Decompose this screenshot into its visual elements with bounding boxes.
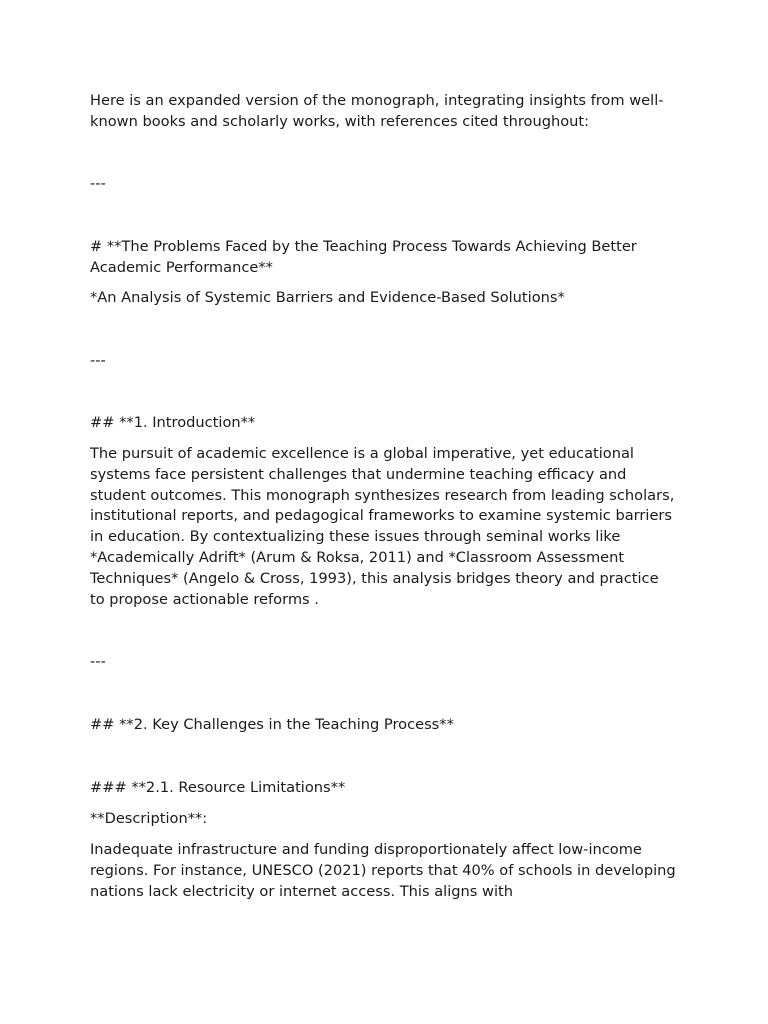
document-title: # **The Problems Faced by the Teaching Process Towards Achieving Better Academic Performance**	[90, 238, 637, 276]
separator: ---	[90, 175, 106, 192]
section-paragraph: The pursuit of academic excellence is a global imperative, yet educational systems face persistent challenges that undermine teaching efficacy and student outcomes. This monograph synthesizes research from leading scholars, institutional reports, and pedagogical frameworks to examine systemic barriers in education. By contextualizing these issues through seminal works like *Academically Adrift* (Arum & Roksa, 2011) and *Classroom Assessment Techniques* (Angelo & Cross, 1993), this analysis bridges theory and practice to propose actionable reforms .	[90, 445, 675, 608]
section-heading: ## **2. Key Challenges in the Teaching Process**	[90, 716, 454, 733]
separator: ---	[90, 653, 106, 670]
section-heading: ## **1. Introduction**	[90, 414, 256, 431]
section-paragraph: Inadequate infrastructure and funding disproportionately affect low-income regions. For instance, UNESCO (2021) reports that 40% of schools in developing nations lack electricity or internet access. This aligns with	[90, 841, 676, 900]
description-label: **Description**:	[90, 810, 208, 827]
intro-paragraph: Here is an expanded version of the monograph, integrating insights from well-known books and scholarly works, with references cited throughout:	[90, 92, 664, 130]
separator: ---	[90, 352, 106, 369]
subsection-heading: ### **2.1. Resource Limitations**	[90, 779, 346, 796]
document-subtitle: *An Analysis of Systemic Barriers and Evidence-Based Solutions*	[90, 289, 565, 306]
